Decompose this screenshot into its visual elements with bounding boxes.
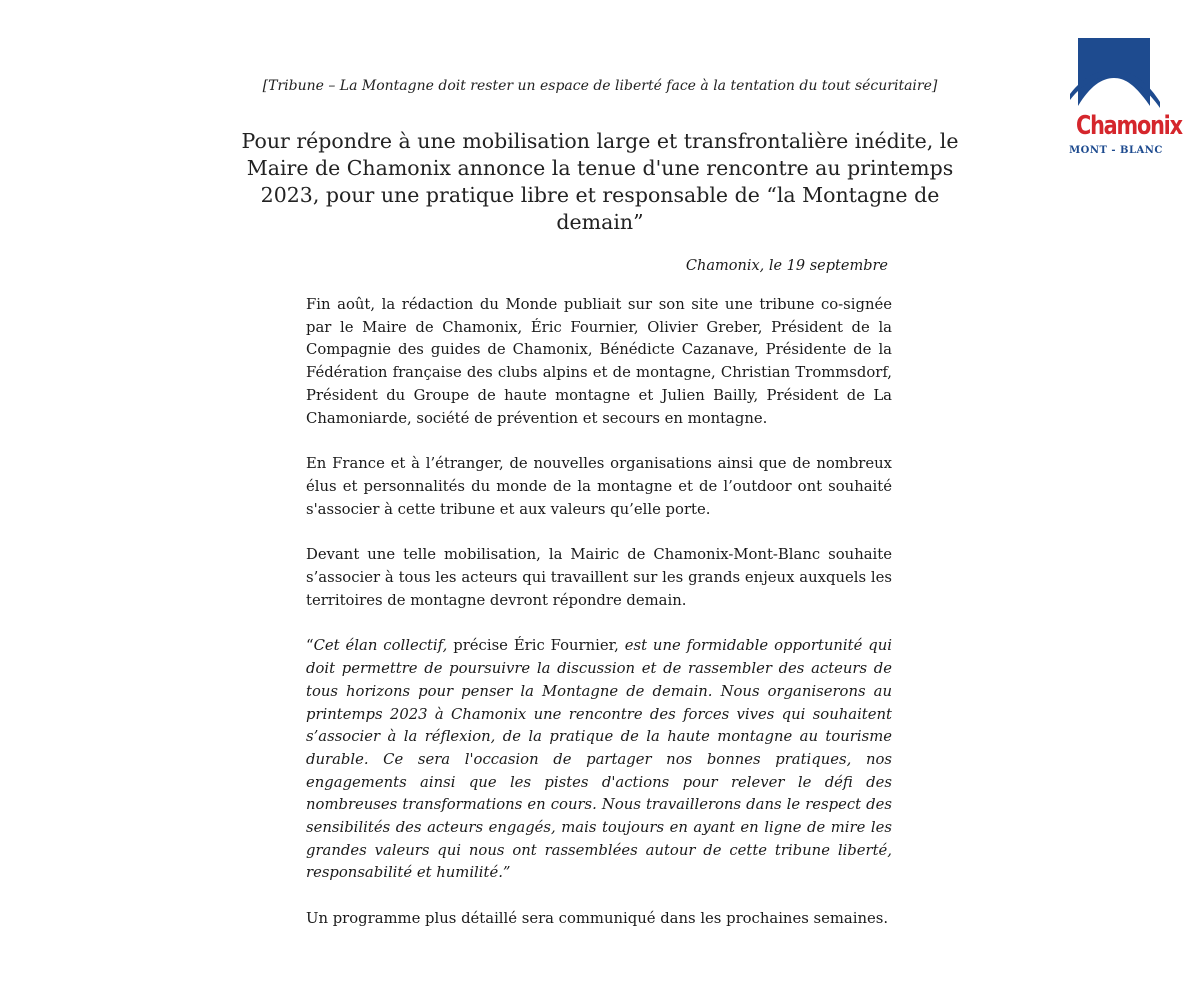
- quote-attribution: précise Éric Fournier,: [447, 637, 625, 655]
- logo-subtitle: MONT - BLANC: [1069, 145, 1163, 156]
- press-release-body: [306, 294, 892, 931]
- kicker: [Tribune – La Montagne doit rester un espace de liberté face à la tentation du tout sécuritaire]: [262, 78, 938, 94]
- quote-open-mark: “: [306, 637, 314, 655]
- paragraph: Devant une telle mobilisation, la Mairic de Chamonix-Mont-Blanc souhaite s’associer à tous les acteurs qui travaillent sur les grands enjeux auxquels les territoires de montagne devront répondre demain.: [306, 546, 892, 609]
- logo-wordmark: Chamonix: [1076, 111, 1182, 141]
- paragraph: En France et à l’étranger, de nouvelles organisations ainsi que de nombreux élus et personnalités du monde de la montagne et de l’outdoor ont souhaité s'associer à cette tribune et aux valeurs qu’elle porte.: [306, 455, 892, 518]
- quote-lead: Cet élan collectif,: [313, 637, 448, 655]
- paragraph: Un programme plus détaillé sera communiqué dans les prochaines semaines.: [306, 910, 889, 928]
- paragraph: Fin août, la rédaction du Monde publiait sur son site une tribune co-signée par le Maire de Chamonix, Éric Fournier, Olivier Greber, Président de la Compagnie des guides de Chamonix, Bénédicte Cazanave, Présidente de la Fédération française des clubs alpins et de montagne, Christian Trommsdorf, Président du Groupe de haute montagne et Julien Bailly, Président de La Chamoniarde, société de prévention et secours en montagne.: [306, 296, 892, 427]
- quote-paragraph: [306, 635, 892, 885]
- page-title: Pour répondre à une mobilisation large et transfrontalière inédite, le Maire de Chamonix annonce la tenue d'une rencontre au printemps 2023, pour une pratique libre et responsable de “la Montagne de demain”: [241, 129, 959, 234]
- quote-text: est une formidable opportunité qui doit permettre de poursuivre la discussion et de rassembler des acteurs de tous horizons pour penser la Montagne de demain. Nous organiserons au printemps 2023 à Chamonix une rencontre des forces vives qui souhaitent s’associer à la réflexion, de la pratique de la haute montagne au tourisme durable. Ce sera l'occasion de partager nos bonnes pratiques, nos engagements ainsi que les pistes d'actions pour relever le défi des nombreuses transformations en cours. Nous travaillerons dans le respect des sensibilités des acteurs engagés, mais toujours en ayant en ligne de mire les grandes valeurs qui nous ont rassemblées autour de cette tribune liberté, responsabilité et humilité.”: [306, 637, 892, 882]
- chamonix-logo: [1066, 36, 1182, 166]
- dateline: Chamonix, le 19 septembre: [685, 258, 888, 274]
- mountain-emblem-icon: [1066, 36, 1166, 116]
